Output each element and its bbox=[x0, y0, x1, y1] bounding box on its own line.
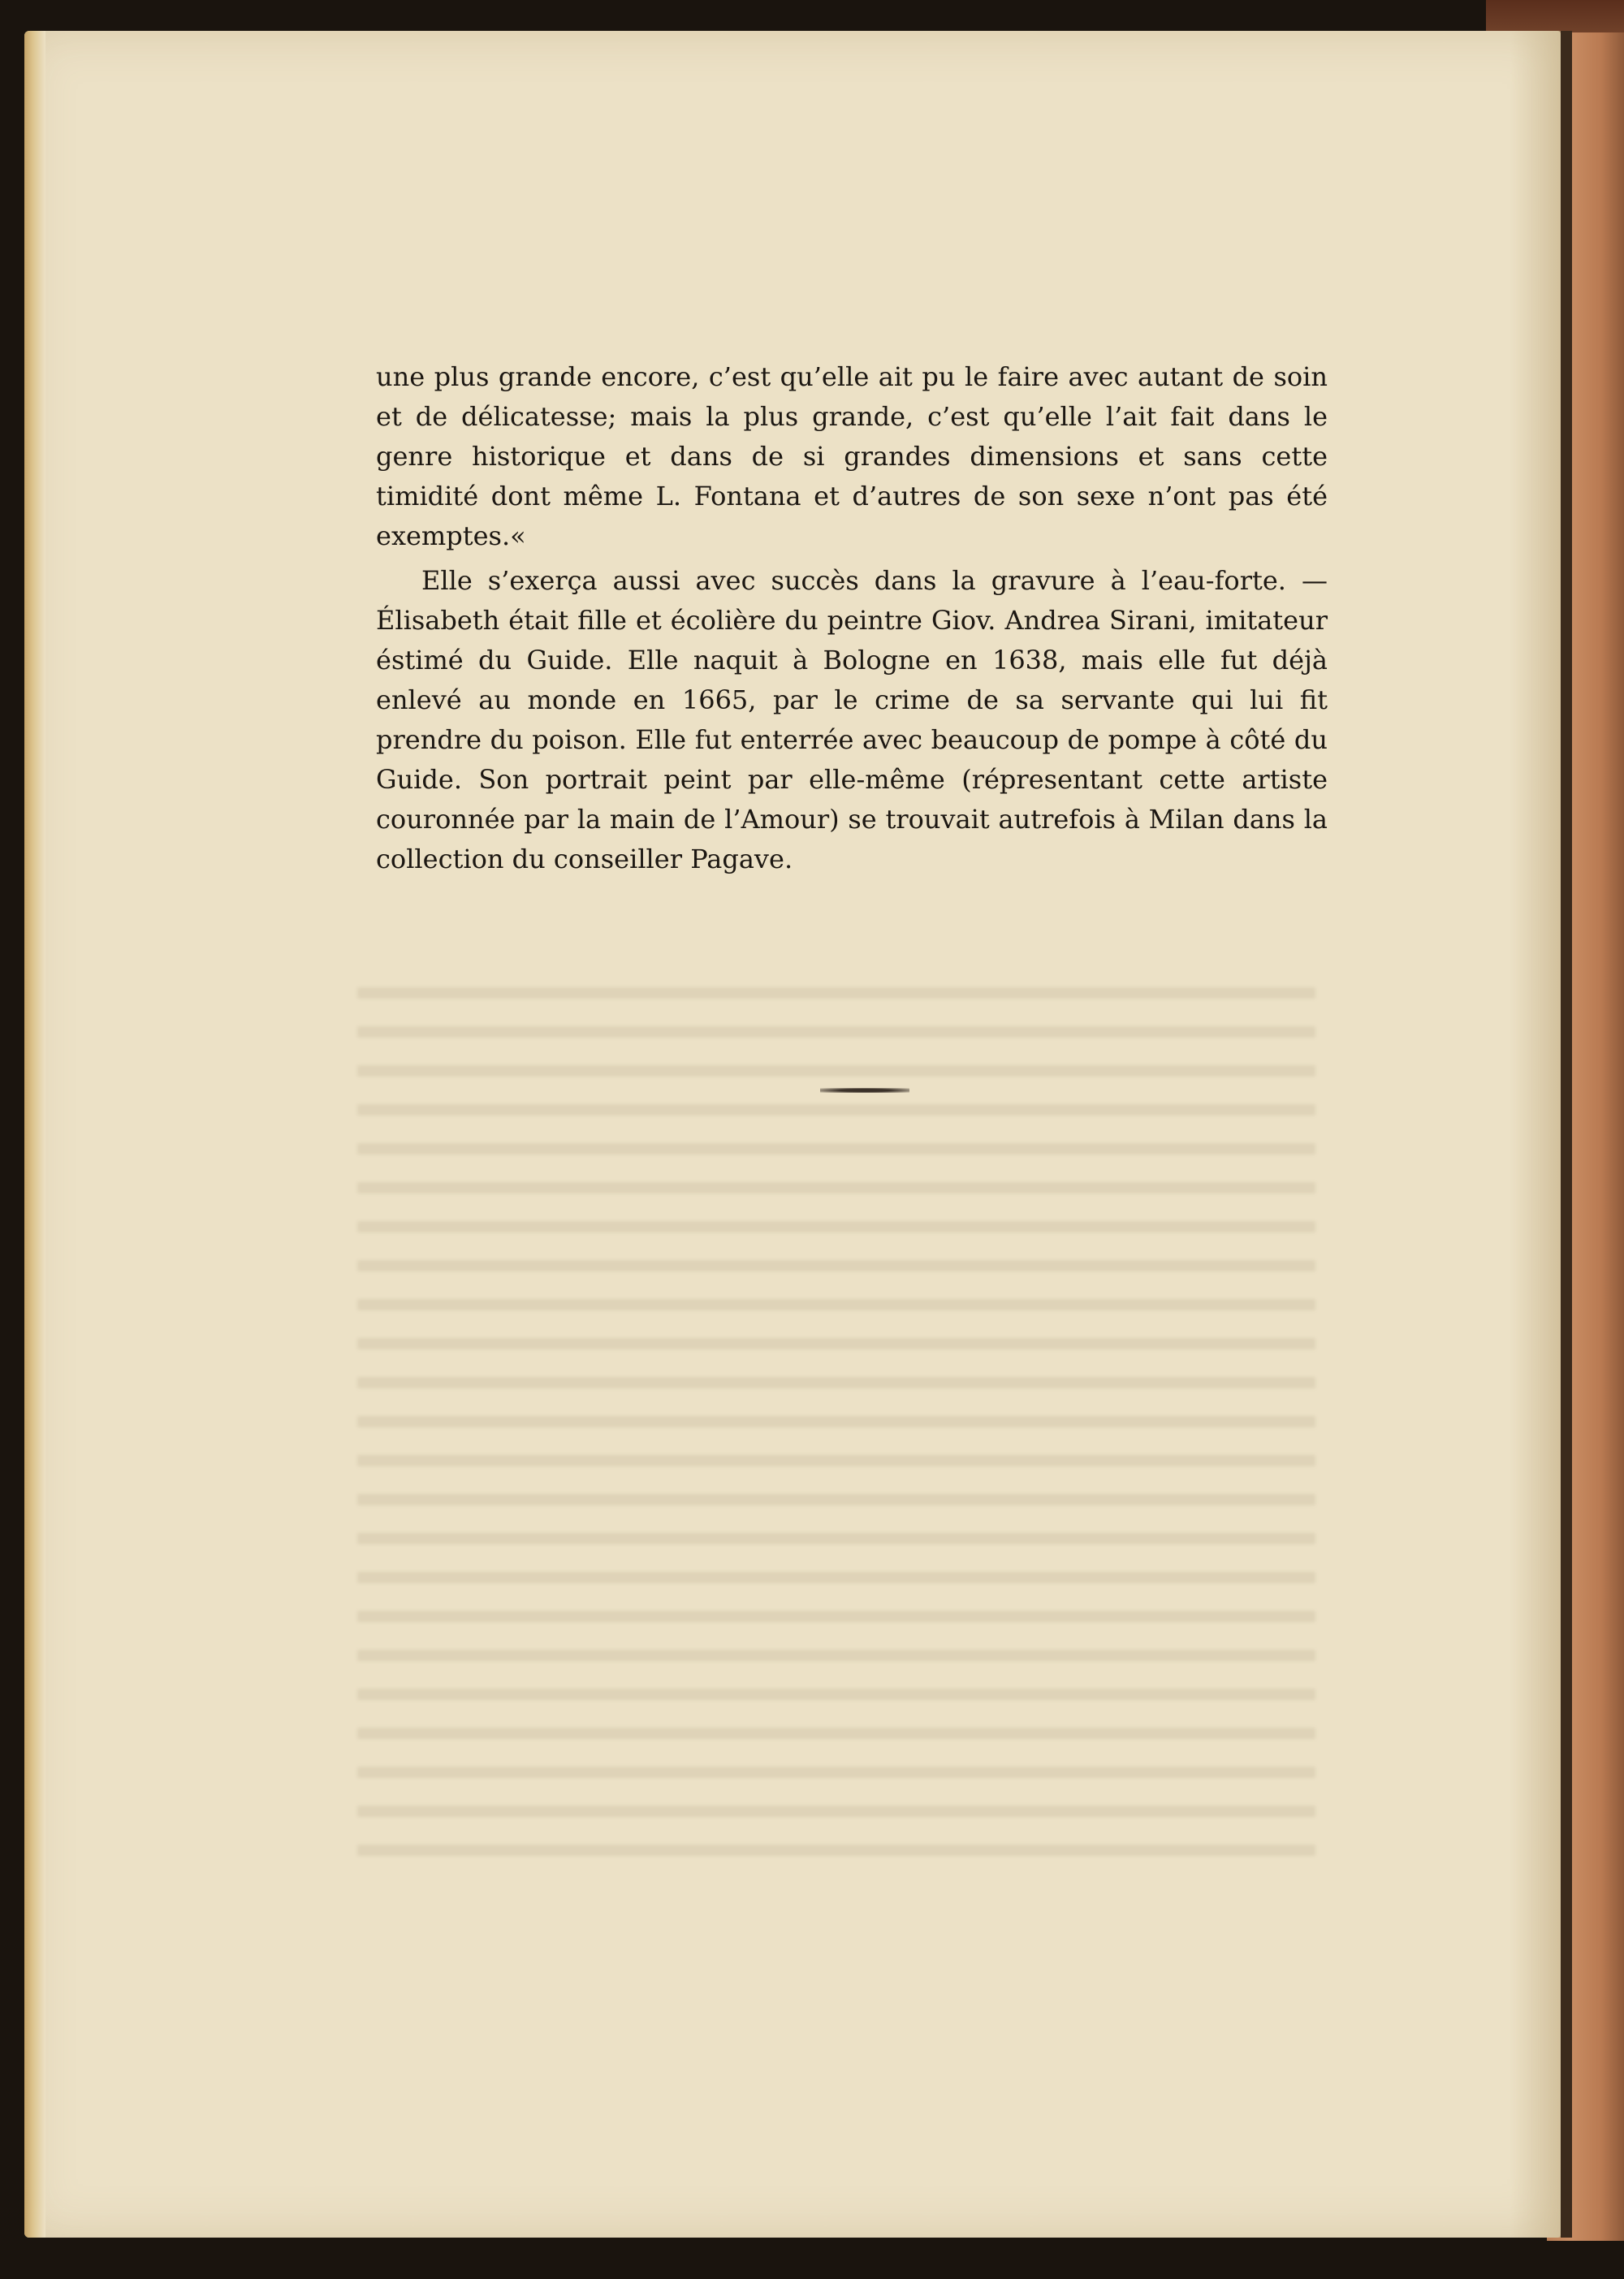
paragraph-2: Elle s’exerça aussi avec succès dans la gravure à l’eau-forte. — Élisabeth était fille et écolière du peintre Giov. Andrea Sirani, imitateur éstimé du Guide. Elle naquit à Bologne en 1638, mais elle fut déjà enlevé au monde en 1665, par le crime de sa servante qui lui fit prendre du poison. Elle fut enterrée avec beaucoup de pompe à côté du Guide. Son portrait peint par elle-même (répresentant cette artiste couronnée par la main de l’Amour) se trouvait autrefois à Milan dans la collection du conseiller Pagave. bbox=[376, 565, 1328, 874]
body-text bbox=[376, 357, 1328, 879]
gutter-shadow bbox=[1561, 31, 1572, 2238]
page-left-edge bbox=[24, 31, 45, 2238]
bleed-through-text bbox=[357, 966, 1315, 1875]
page-right-shade bbox=[1510, 31, 1561, 2238]
paragraph-1: une plus grande encore, c’est qu’elle ait pu le faire avec autant de soin et de délicatesse; mais la plus grande, c’est qu’elle l’ait fait dans le genre historique et dans de si grandes dimensions et sans cette timidité dont même L. Fontana et d’autres de son sexe n’ont pas été exemptes.« bbox=[376, 361, 1328, 551]
bleed-through-rule bbox=[820, 1088, 909, 1093]
